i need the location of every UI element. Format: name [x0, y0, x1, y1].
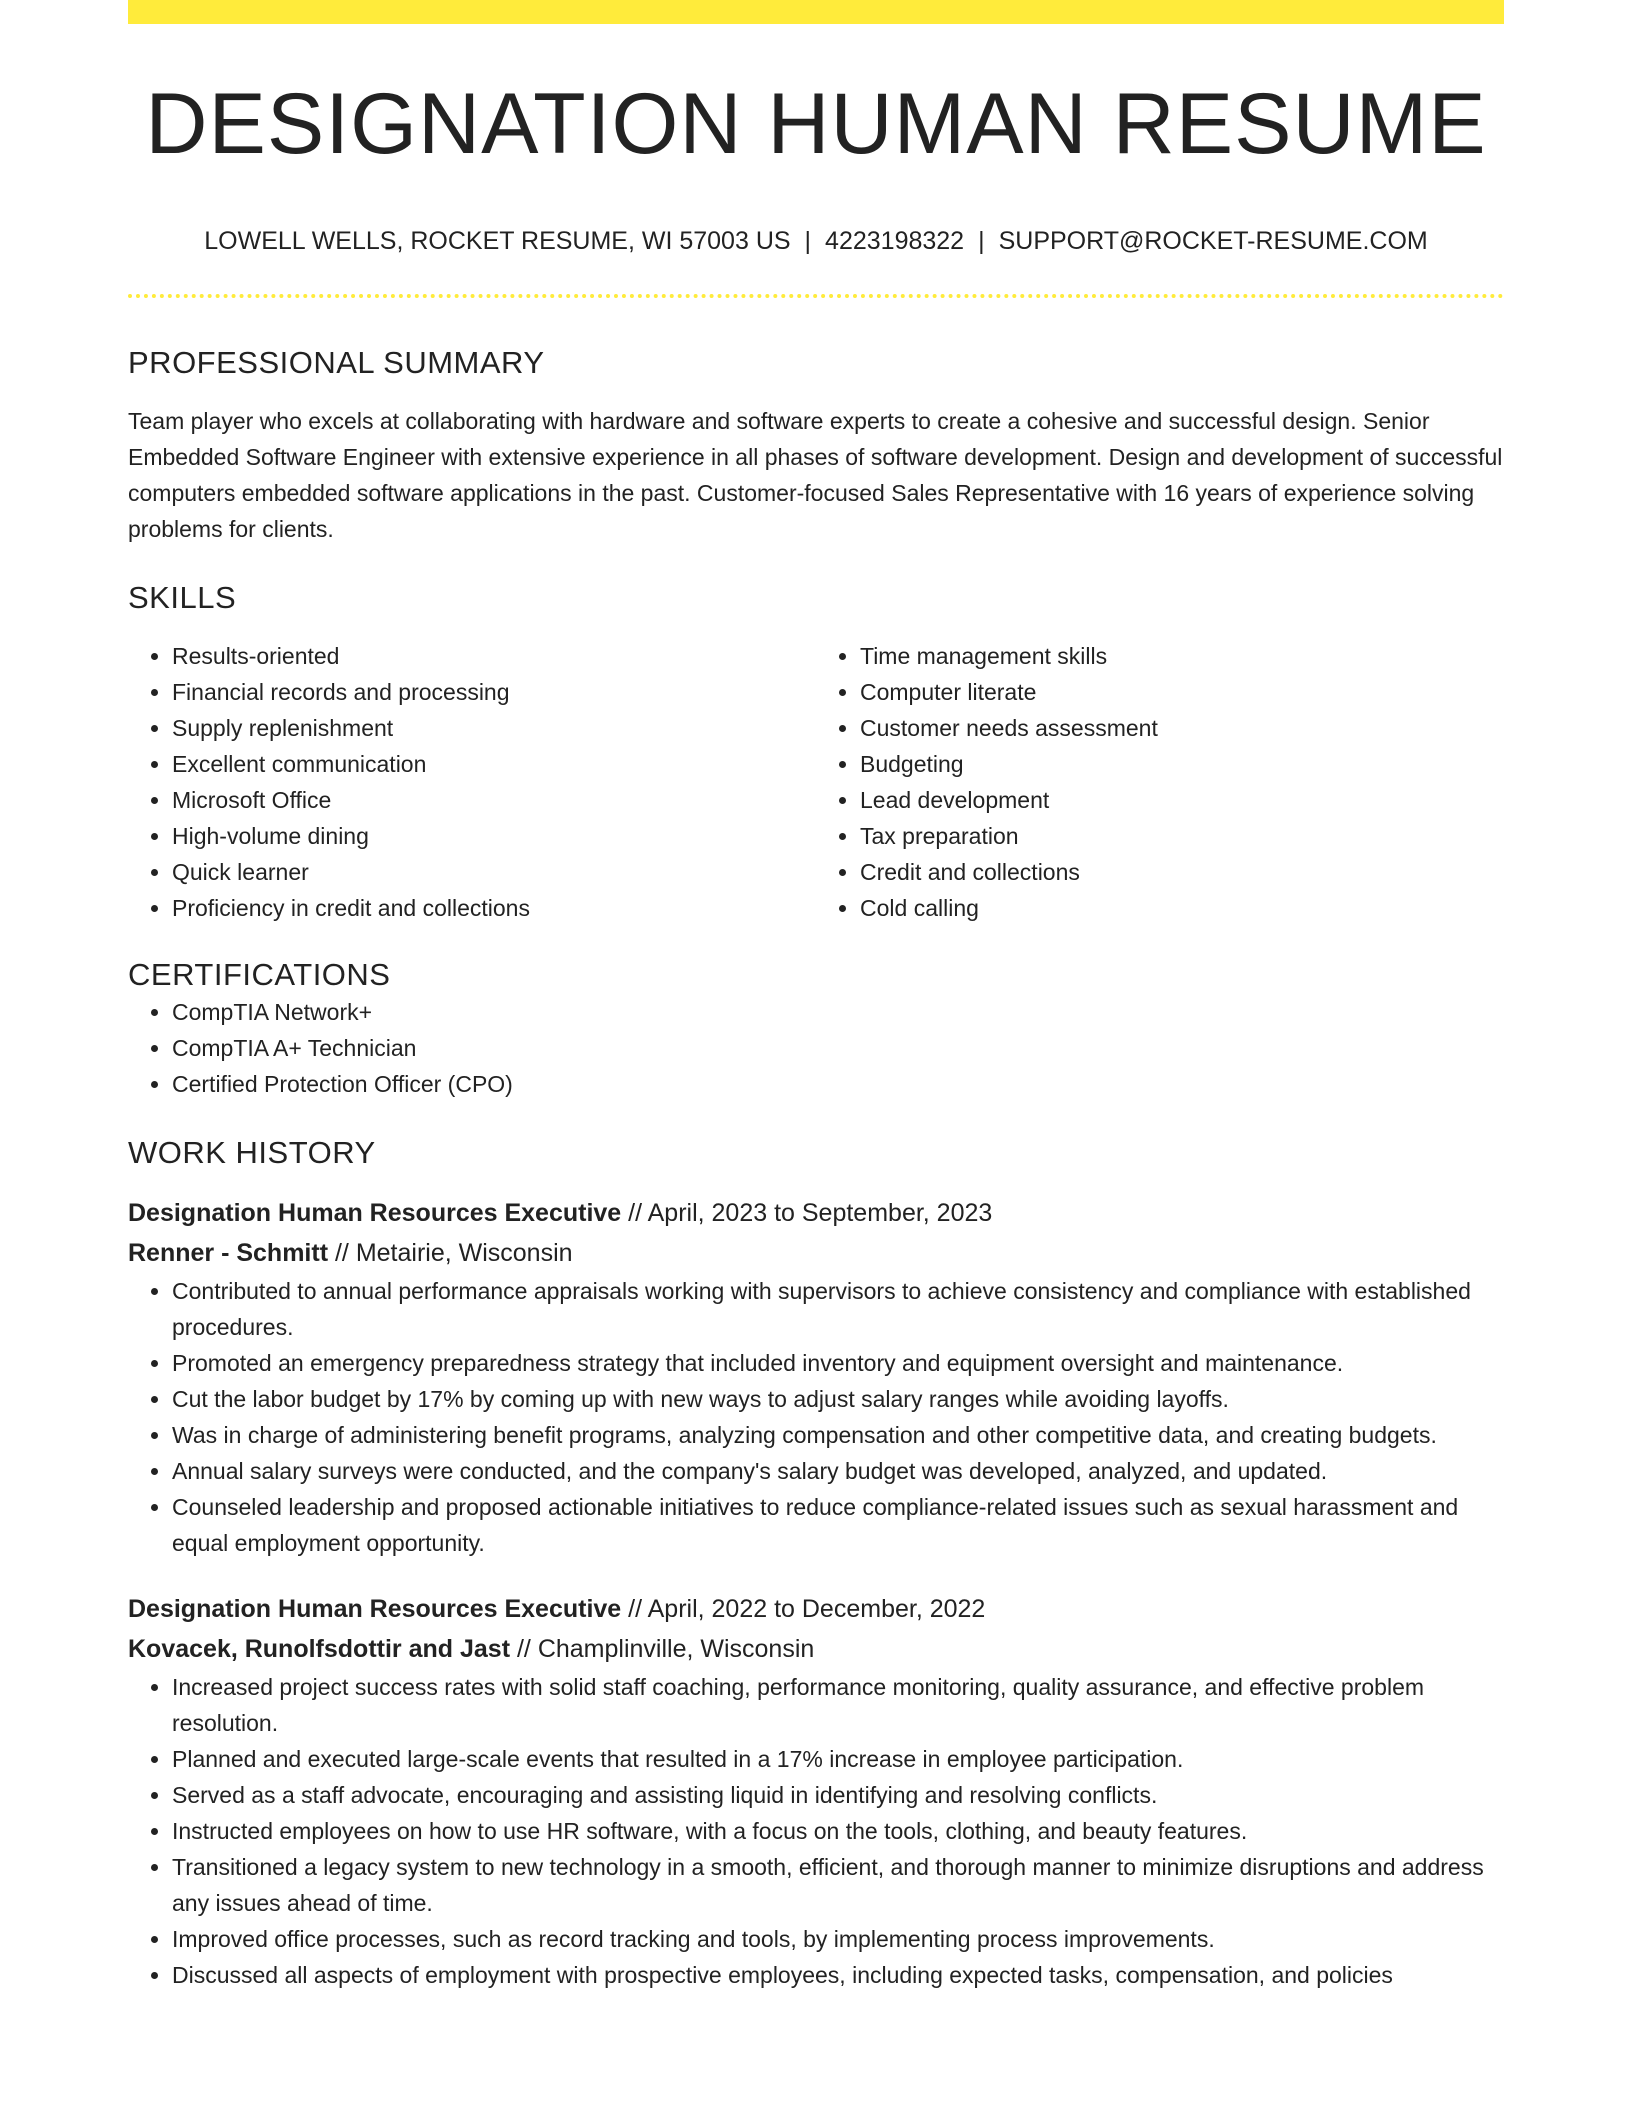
skill-item: • Proficiency in credit and collections: [172, 890, 816, 926]
resume-page: [128, 0, 1504, 1993]
skill-item: • Excellent communication: [172, 746, 816, 782]
job-duty-item: • Promoted an emergency preparedness strategy that included inventory and equipment oversight and maintenance.: [172, 1345, 1504, 1381]
resume-title: DESIGNATION HUMAN RESUME: [145, 76, 1487, 172]
skill-item: • Results-oriented: [172, 638, 816, 674]
job-company: Kovacek, Runolfsdottir and Jast: [128, 1634, 511, 1663]
work-history-heading: WORK HISTORY: [128, 1134, 376, 1170]
accent-bar: [128, 0, 1504, 24]
certifications-heading: CERTIFICATIONS: [128, 957, 391, 993]
job-title-line: [128, 1193, 1504, 1233]
job-duty-item: • Cut the labor budget by 17% by coming up with new ways to adjust salary ranges while avoiding layoffs.: [172, 1381, 1504, 1417]
skills-list-left: [128, 638, 816, 926]
job-duty-item: • Improved office processes, such as record tracking and tools, by implementing process improvements.: [172, 1921, 1504, 1957]
summary-heading: PROFESSIONAL SUMMARY: [128, 345, 545, 380]
job-location: // Champlinville, Wisconsin: [510, 1634, 815, 1663]
skill-item: • Computer literate: [860, 674, 1504, 710]
job-duty-item: • Increased project success rates with solid staff coaching, performance monitoring, quality assurance, and effective problem resolution.: [172, 1669, 1504, 1741]
job-role: Designation Human Resources Executive: [128, 1594, 622, 1623]
skills-columns: [128, 638, 1504, 926]
skills-heading: SKILLS: [128, 580, 237, 616]
contact-line: [128, 226, 1504, 256]
job-duty-item: • Transitioned a legacy system to new technology in a smooth, efficient, and thorough manner to minimize disruptions and address any issues ahead of time.: [172, 1849, 1504, 1921]
skill-item: • Customer needs assessment: [860, 710, 1504, 746]
certification-item: • CompTIA Network+: [172, 994, 1504, 1030]
contact-phone: 4223198322: [825, 227, 965, 255]
skill-item: • Microsoft Office: [172, 782, 816, 818]
summary-text: Team player who excels at collaborating with hardware and software experts to create a cohesive and successful design. Senior Embedded Software Engineer with extensive experience in all phases of software development. Design and development of successful computers embedded software applications in the past. Customer-focused Sales Representative with 16 years of experience solving problems for clients.: [128, 408, 1503, 543]
job-duty-item: • Discussed all aspects of employment with prospective employees, including expected tasks, compensation, and policies: [172, 1957, 1504, 1993]
certification-item: • CompTIA A+ Technician: [172, 1030, 1504, 1066]
skill-item: • Financial records and processing: [172, 674, 816, 710]
contact-separator: |: [804, 227, 812, 255]
skill-item: • Lead development: [860, 782, 1504, 818]
job-title-line: [128, 1589, 1504, 1629]
header-divider: [128, 294, 1504, 298]
job-duty-item: • Contributed to annual performance appraisals working with supervisors to achieve consistency and compliance with established procedures.: [172, 1273, 1504, 1345]
job-role: Designation Human Resources Executive: [128, 1198, 622, 1227]
skill-item: • Supply replenishment: [172, 710, 816, 746]
job-duties-list: [128, 1669, 1504, 1993]
skill-item: • High-volume dining: [172, 818, 816, 854]
job-duty-item: • Was in charge of administering benefit programs, analyzing compensation and other competitive data, and creating budgets.: [172, 1417, 1504, 1453]
contact-email: SUPPORT@ROCKET-RESUME.COM: [998, 227, 1428, 255]
contact-separator: |: [978, 227, 985, 255]
contact-address: LOWELL WELLS, ROCKET RESUME, WI 57003 US: [204, 227, 791, 255]
job-duty-item: • Planned and executed large-scale events that resulted in a 17% increase in employee participation.: [172, 1741, 1504, 1777]
skill-item: • Cold calling: [860, 890, 1504, 926]
skill-item: • Tax preparation: [860, 818, 1504, 854]
certifications-list: [128, 994, 1504, 1102]
job-company: Renner - Schmitt: [128, 1238, 329, 1267]
skill-item: • Budgeting: [860, 746, 1504, 782]
skill-item: • Quick learner: [172, 854, 816, 890]
job-company-line: [128, 1233, 1504, 1273]
job-duty-item: • Counseled leadership and proposed actionable initiatives to reduce compliance-related issues such as sexual harassment and equal employment opportunity.: [172, 1489, 1504, 1561]
job-dates: // April, 2023 to September, 2023: [621, 1198, 993, 1227]
job-duty-item: • Annual salary surveys were conducted, and the company's salary budget was developed, analyzed, and updated.: [172, 1453, 1504, 1489]
job-duties-list: [128, 1273, 1504, 1561]
job-company-line: [128, 1629, 1504, 1669]
job-duty-item: • Instructed employees on how to use HR software, with a focus on the tools, clothing, and beauty features.: [172, 1813, 1504, 1849]
skill-item: • Time management skills: [860, 638, 1504, 674]
skill-item: • Credit and collections: [860, 854, 1504, 890]
certification-item: • Certified Protection Officer (CPO): [172, 1066, 1504, 1102]
job-location: // Metairie, Wisconsin: [328, 1238, 573, 1267]
skills-list-right: [816, 638, 1504, 926]
job-dates: // April, 2022 to December, 2022: [621, 1594, 986, 1623]
job-duty-item: • Served as a staff advocate, encouraging and assisting liquid in identifying and resolving conflicts.: [172, 1777, 1504, 1813]
